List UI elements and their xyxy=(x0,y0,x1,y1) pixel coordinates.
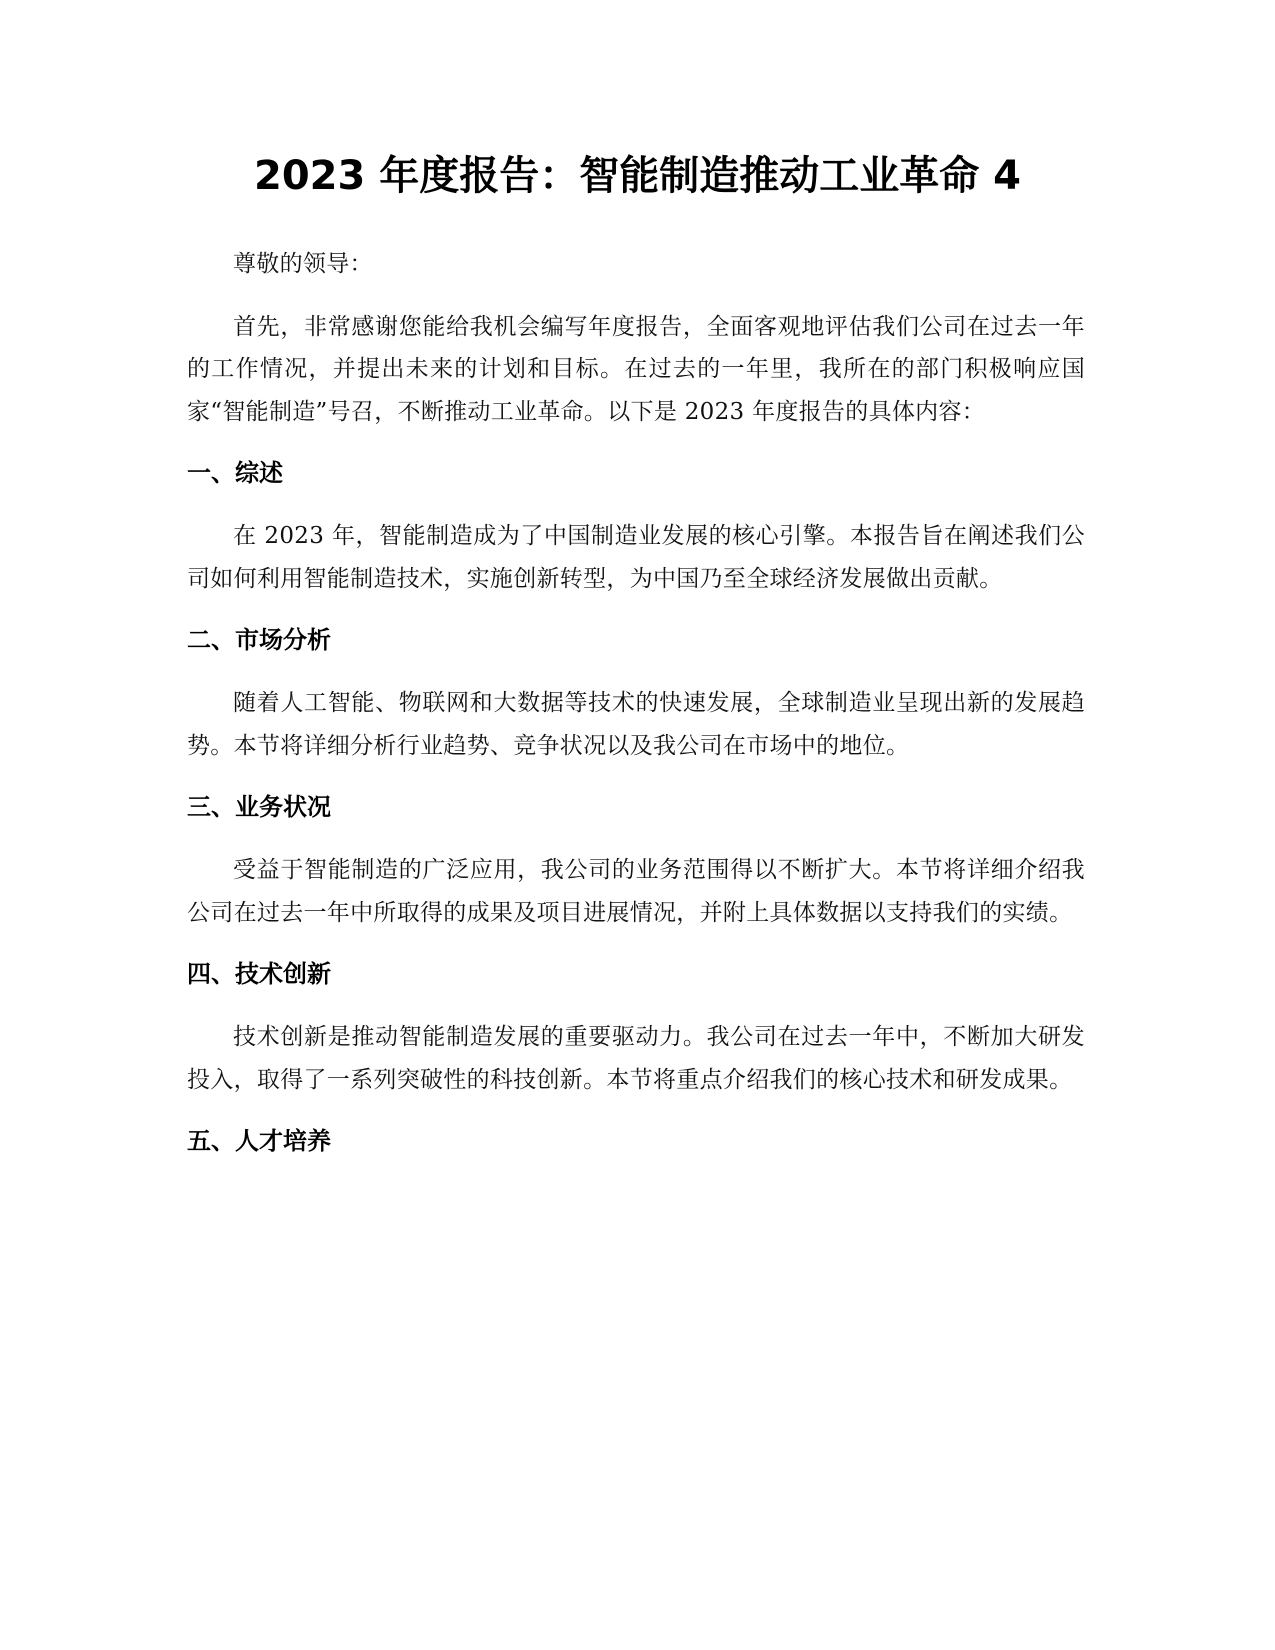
section-body-overview: 在 2023 年，智能制造成为了中国制造业发展的核心引擎。本报告旨在阐述我们公司如何利用智能制造技术，实施创新转型，为中国乃至全球经济发展做出贡献。 xyxy=(187,523,1085,592)
salutation: 尊敬的领导： xyxy=(233,251,373,277)
section-heading-talent-development: 五、人才培养 xyxy=(187,1127,331,1155)
intro-paragraph: 首先，非常感谢您能给我机会编写年度报告，全面客观地评估我们公司在过去一年的工作情况，并提出未来的计划和目标。在过去的一年里，我所在的部门积极响应国家“智能制造”号召，不断推动工业革命。以下是 2023 年度报告的具体内容： xyxy=(187,313,1085,425)
section-heading-market-analysis: 二、市场分析 xyxy=(187,626,331,654)
section-body-market-analysis: 随着人工智能、物联网和大数据等技术的快速发展，全球制造业呈现出新的发展趋势。本节将详细分析行业趋势、竞争状况以及我公司在市场中的地位。 xyxy=(187,690,1085,759)
document-body xyxy=(187,243,1085,1183)
section-heading-overview: 一、综述 xyxy=(187,459,283,487)
document-title: 2023 年度报告：智能制造推动工业革命 4 xyxy=(253,153,1021,199)
section-heading-business-status: 三、业务状况 xyxy=(187,793,331,821)
section-body-tech-innovation: 技术创新是推动智能制造发展的重要驱动力。我公司在过去一年中，不断加大研发投入，取得了一系列突破性的科技创新。本节将重点介绍我们的核心技术和研发成果。 xyxy=(187,1024,1085,1093)
section-heading-tech-innovation: 四、技术创新 xyxy=(187,960,331,988)
section-body-business-status: 受益于智能制造的广泛应用，我公司的业务范围得以不断扩大。本节将详细介绍我公司在过去一年中所取得的成果及项目进展情况，并附上具体数据以支持我们的实绩。 xyxy=(187,857,1085,926)
